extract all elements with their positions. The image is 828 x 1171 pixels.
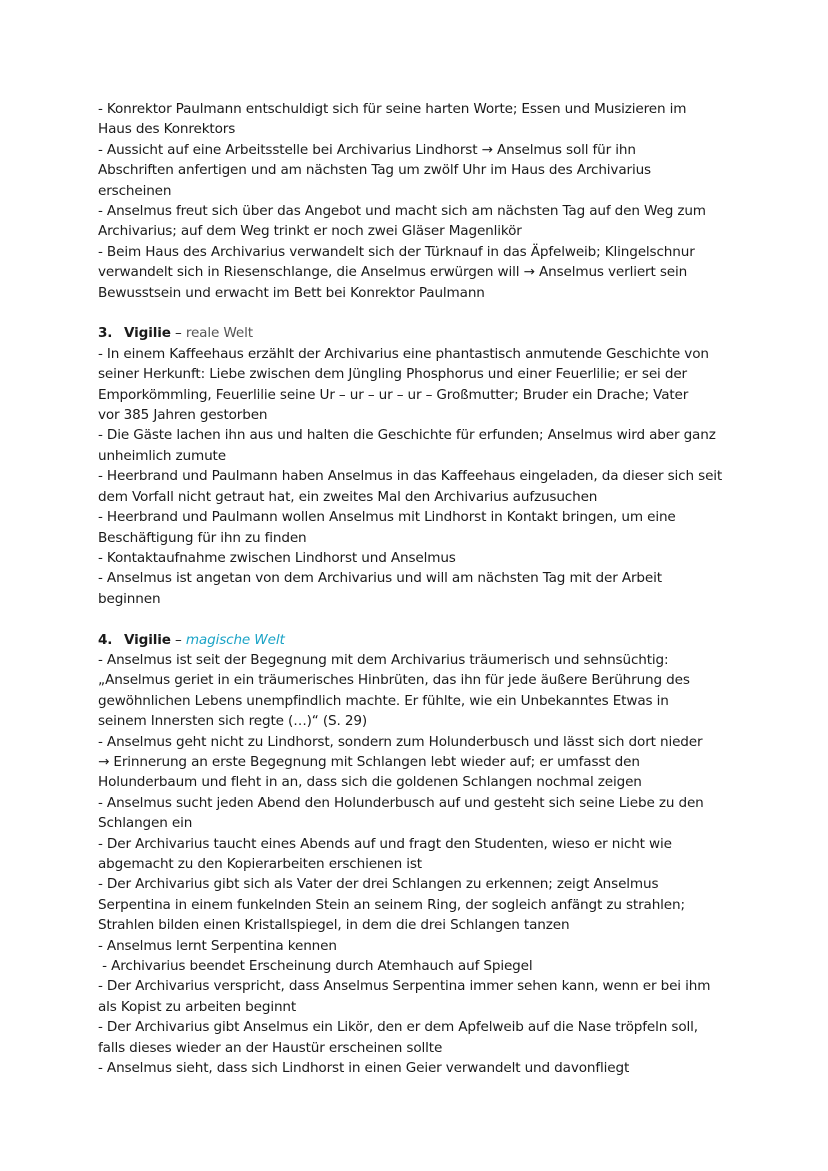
text-line: Abschriften anfertigen und am nächsten Tag um zwölf Uhr im Haus des Archivarius: [98, 162, 651, 179]
text-line: - Anselmus freut sich über das Angebot und macht sich am nächsten Tag auf den Weg zum: [98, 203, 706, 220]
text-line: dem Vorfall nicht getraut hat, ein zweites Mal den Archivarius aufzusuchen: [98, 488, 598, 505]
document-page: [98, 99, 738, 1078]
vigilie-4-section: [98, 630, 738, 1079]
text-line: - Beim Haus des Archivarius verwandelt sich der Türknauf in das Äpfelweib; Klingelschnur: [98, 243, 695, 260]
vigilie-3-world-label: reale Welt: [185, 325, 253, 342]
text-line: - Der Archivarius taucht eines Abends auf und fragt den Studenten, wieso er nicht wie: [98, 835, 672, 852]
text-line: → Erinnerung an erste Begegnung mit Schlangen lebt wieder auf; er umfasst den: [98, 753, 640, 770]
paragraph-spacer: [98, 303, 738, 323]
text-line: Holunderbaum und fleht in an, dass sich die goldenen Schlangen nochmal zeigen: [98, 774, 642, 791]
vigilie-4-number: 4.: [98, 631, 113, 648]
text-line: als Kopist zu arbeiten beginnt: [98, 998, 297, 1015]
vigilie-4-title: Vigilie: [124, 631, 171, 648]
text-line: - Die Gäste lachen ihn aus und halten die Geschichte für erfunden; Anselmus wird aber ganz: [98, 427, 716, 444]
text-line: - Archivarius beendet Erscheinung durch Atemhauch auf Spiegel: [98, 958, 533, 975]
vigilie-3-section: [98, 323, 738, 609]
text-line: - Heerbrand und Paulmann wollen Anselmus mit Lindhorst in Kontakt bringen, um eine: [98, 509, 676, 526]
text-line: - Heerbrand und Paulmann haben Anselmus in das Kaffeehaus eingeladen, da dieser sich seit: [98, 468, 723, 485]
text-line: - Anselmus ist seit der Begegnung mit dem Archivarius träumerisch und sehnsüchtig:: [98, 651, 669, 668]
text-line: - Der Archivarius gibt Anselmus ein Likör, den er dem Apfelweib auf die Nase tröpfeln soll,: [98, 1019, 698, 1036]
text-line: beginnen: [98, 590, 161, 607]
text-line: Beschäftigung für ihn zu finden: [98, 529, 307, 546]
vigilie-3-number: 3.: [98, 325, 113, 342]
text-line: unheimlich zumute: [98, 447, 226, 464]
text-line: Bewusstsein und erwacht im Bett bei Konrektor Paulmann: [98, 284, 485, 301]
heading-dash: –: [170, 631, 186, 648]
text-line: falls dieses wieder an der Haustür erscheinen sollte: [98, 1039, 443, 1056]
quote-line: „Anselmus geriet in ein träumerisches Hinbrüten, das ihn für jede äußere Berührung des: [98, 672, 690, 689]
text-line: Haus des Konrektors: [98, 121, 236, 138]
vigilie-3-title: Vigilie: [124, 325, 171, 342]
vigilie-4-world-label: magische Welt: [185, 631, 285, 648]
text-line: - Kontaktaufnahme zwischen Lindhorst und Anselmus: [98, 549, 456, 566]
text-line: - Konrektor Paulmann entschuldigt sich für seine harten Worte; Essen und Musizieren im: [98, 101, 687, 117]
heading-dash: –: [170, 325, 186, 342]
text-line: Serpentina in einem funkelnden Stein an seinem Ring, der sogleich anfängt zu strahlen;: [98, 896, 685, 913]
text-line: vor 385 Jahren gestorben: [98, 407, 268, 424]
text-line: - Anselmus sieht, dass sich Lindhorst in einen Geier verwandelt und davonfliegt: [98, 1060, 630, 1077]
text-line: - Der Archivarius verspricht, dass Anselmus Serpentina immer sehen kann, wenn er bei ihm: [98, 978, 711, 995]
text-line: - Anselmus lernt Serpentina kennen: [98, 937, 337, 954]
text-line: abgemacht zu den Kopierarbeiten erschienen ist: [98, 856, 422, 872]
text-line: - Anselmus ist angetan von dem Archivarius und will am nächsten Tag mit der Arbeit: [98, 570, 662, 587]
quote-line: gewöhnlichen Lebens unempfindlich machte. Er fühlte, wie ein Unbekanntes Etwas in: [98, 692, 669, 709]
quote-line: seinem Innersten sich regte (…)“ (S. 29): [98, 713, 367, 730]
paragraph-spacer: [98, 609, 738, 629]
text-line: - Der Archivarius gibt sich als Vater der drei Schlangen zu erkennen; zeigt Anselmus: [98, 876, 659, 893]
text-line: - Aussicht auf eine Arbeitsstelle bei Archivarius Lindhorst → Anselmus soll für ihn: [98, 141, 636, 158]
text-line: Schlangen ein: [98, 815, 193, 832]
text-line: verwandelt sich in Riesenschlange, die Anselmus erwürgen will → Anselmus verliert sein: [98, 264, 688, 281]
text-line: - In einem Kaffeehaus erzählt der Archivarius eine phantastisch anmutende Geschichte von: [98, 345, 709, 362]
vigilie-3-heading: [98, 323, 738, 343]
text-line: - Anselmus geht nicht zu Lindhorst, sondern zum Holunderbusch und lässt sich dort nieder: [98, 733, 703, 750]
intro-block: [98, 99, 738, 303]
vigilie-4-heading: [98, 630, 738, 650]
text-line: - Anselmus sucht jeden Abend den Holunderbusch auf und gesteht sich seine Liebe zu den: [98, 794, 704, 811]
text-line: erscheinen: [98, 182, 172, 199]
text-line: Strahlen bilden einen Kristallspiegel, in dem die drei Schlangen tanzen: [98, 917, 570, 934]
text-line: seiner Herkunft: Liebe zwischen dem Jüngling Phosphorus und einer Feuerlilie; er sei der: [98, 366, 687, 383]
text-line: Emporkömmling, Feuerlilie seine Ur – ur – ur – ur – Großmutter; Bruder ein Drache; Vater: [98, 386, 689, 403]
text-line: Archivarius; auf dem Weg trinkt er noch zwei Gläser Magenlikör: [98, 223, 522, 240]
